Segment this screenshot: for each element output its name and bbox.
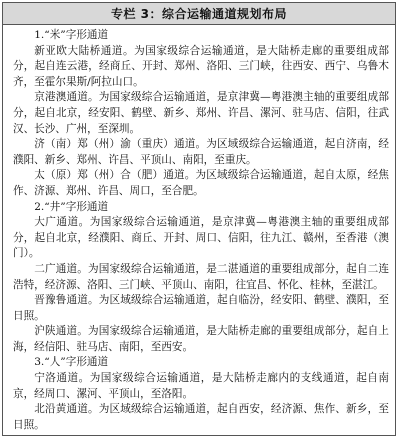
paragraph: 太（原）郑（州）合（肥）通道。为区域级综合运输通道，起自太原，经焦作、济源、郑州、许昌、周口，至合肥。 [13,169,389,197]
section-heading-mi: 1.“米”字形通道 [34,29,109,41]
box-content [3,25,395,433]
paragraph: 晋豫鲁通道。为区域级综合运输通道，起自临汾，经安阳、鹤壁、濮阳，至日照。 [13,294,389,322]
paragraph: 济（南）郑（州）渝（重庆）通道。为区域级综合运输通道，起自济南，经濮阳、新乡、郑州、许昌、平顶山、南阳，至重庆。 [13,138,389,166]
box-title: 专栏 3：综合运输通道规划布局 [3,3,395,25]
paragraph: 京港澳通道。为国家级综合运输通道，是京津冀—粤港澳主轴的重要组成部分，起自北京，经安阳、鹤壁、新乡、郑州、许昌、漯河、驻马店、信阳，往武汉、长沙、广州，至深圳。 [13,91,389,135]
paragraph: 宁洛通道。为国家级综合运输通道，是大陆桥走廊内的支线通道，起自南京，经周口、漯河、平顶山，至洛阳。 [13,372,389,400]
paragraph: 大广通道。为国家级综合运输通道，是京津冀—粤港澳主轴的重要组成部分，起自北京，经濮阳、商丘、开封、周口、信阳，往九江、赣州，至香港（澳门）。 [13,216,389,260]
paragraph: 北沿黄通道。为区域级综合运输通道，起自西安，经济源、焦作、新乡，至日照。 [13,403,389,431]
paragraph: 沪陕通道。为国家级综合运输通道，是大陆桥走廊的重要组成部分，起自上海，经信阳、驻马店、南阳，至西安。 [13,325,389,353]
paragraph: 新亚欧大陆桥通道。为国家级综合运输通道，是大陆桥走廊的重要组成部分，起自连云港，经商丘、开封、郑州、洛阳、三门峡，往西安、西宁、乌鲁木齐，至霍尔果斯/阿拉山口。 [13,44,389,88]
section-heading-ren: 3.“人”字形通道 [34,356,109,369]
section-heading-jing: 2.“井”字形通道 [34,200,109,213]
paragraph: 二广通道。为国家级综合运输通道，是二湛通道的重要组成部分，起自二连浩特，经济源、洛阳、三门峡、平顶山、南阳，往宜昌、怀化、桂林，至湛江。 [13,262,389,291]
sidebar-box [2,2,396,436]
